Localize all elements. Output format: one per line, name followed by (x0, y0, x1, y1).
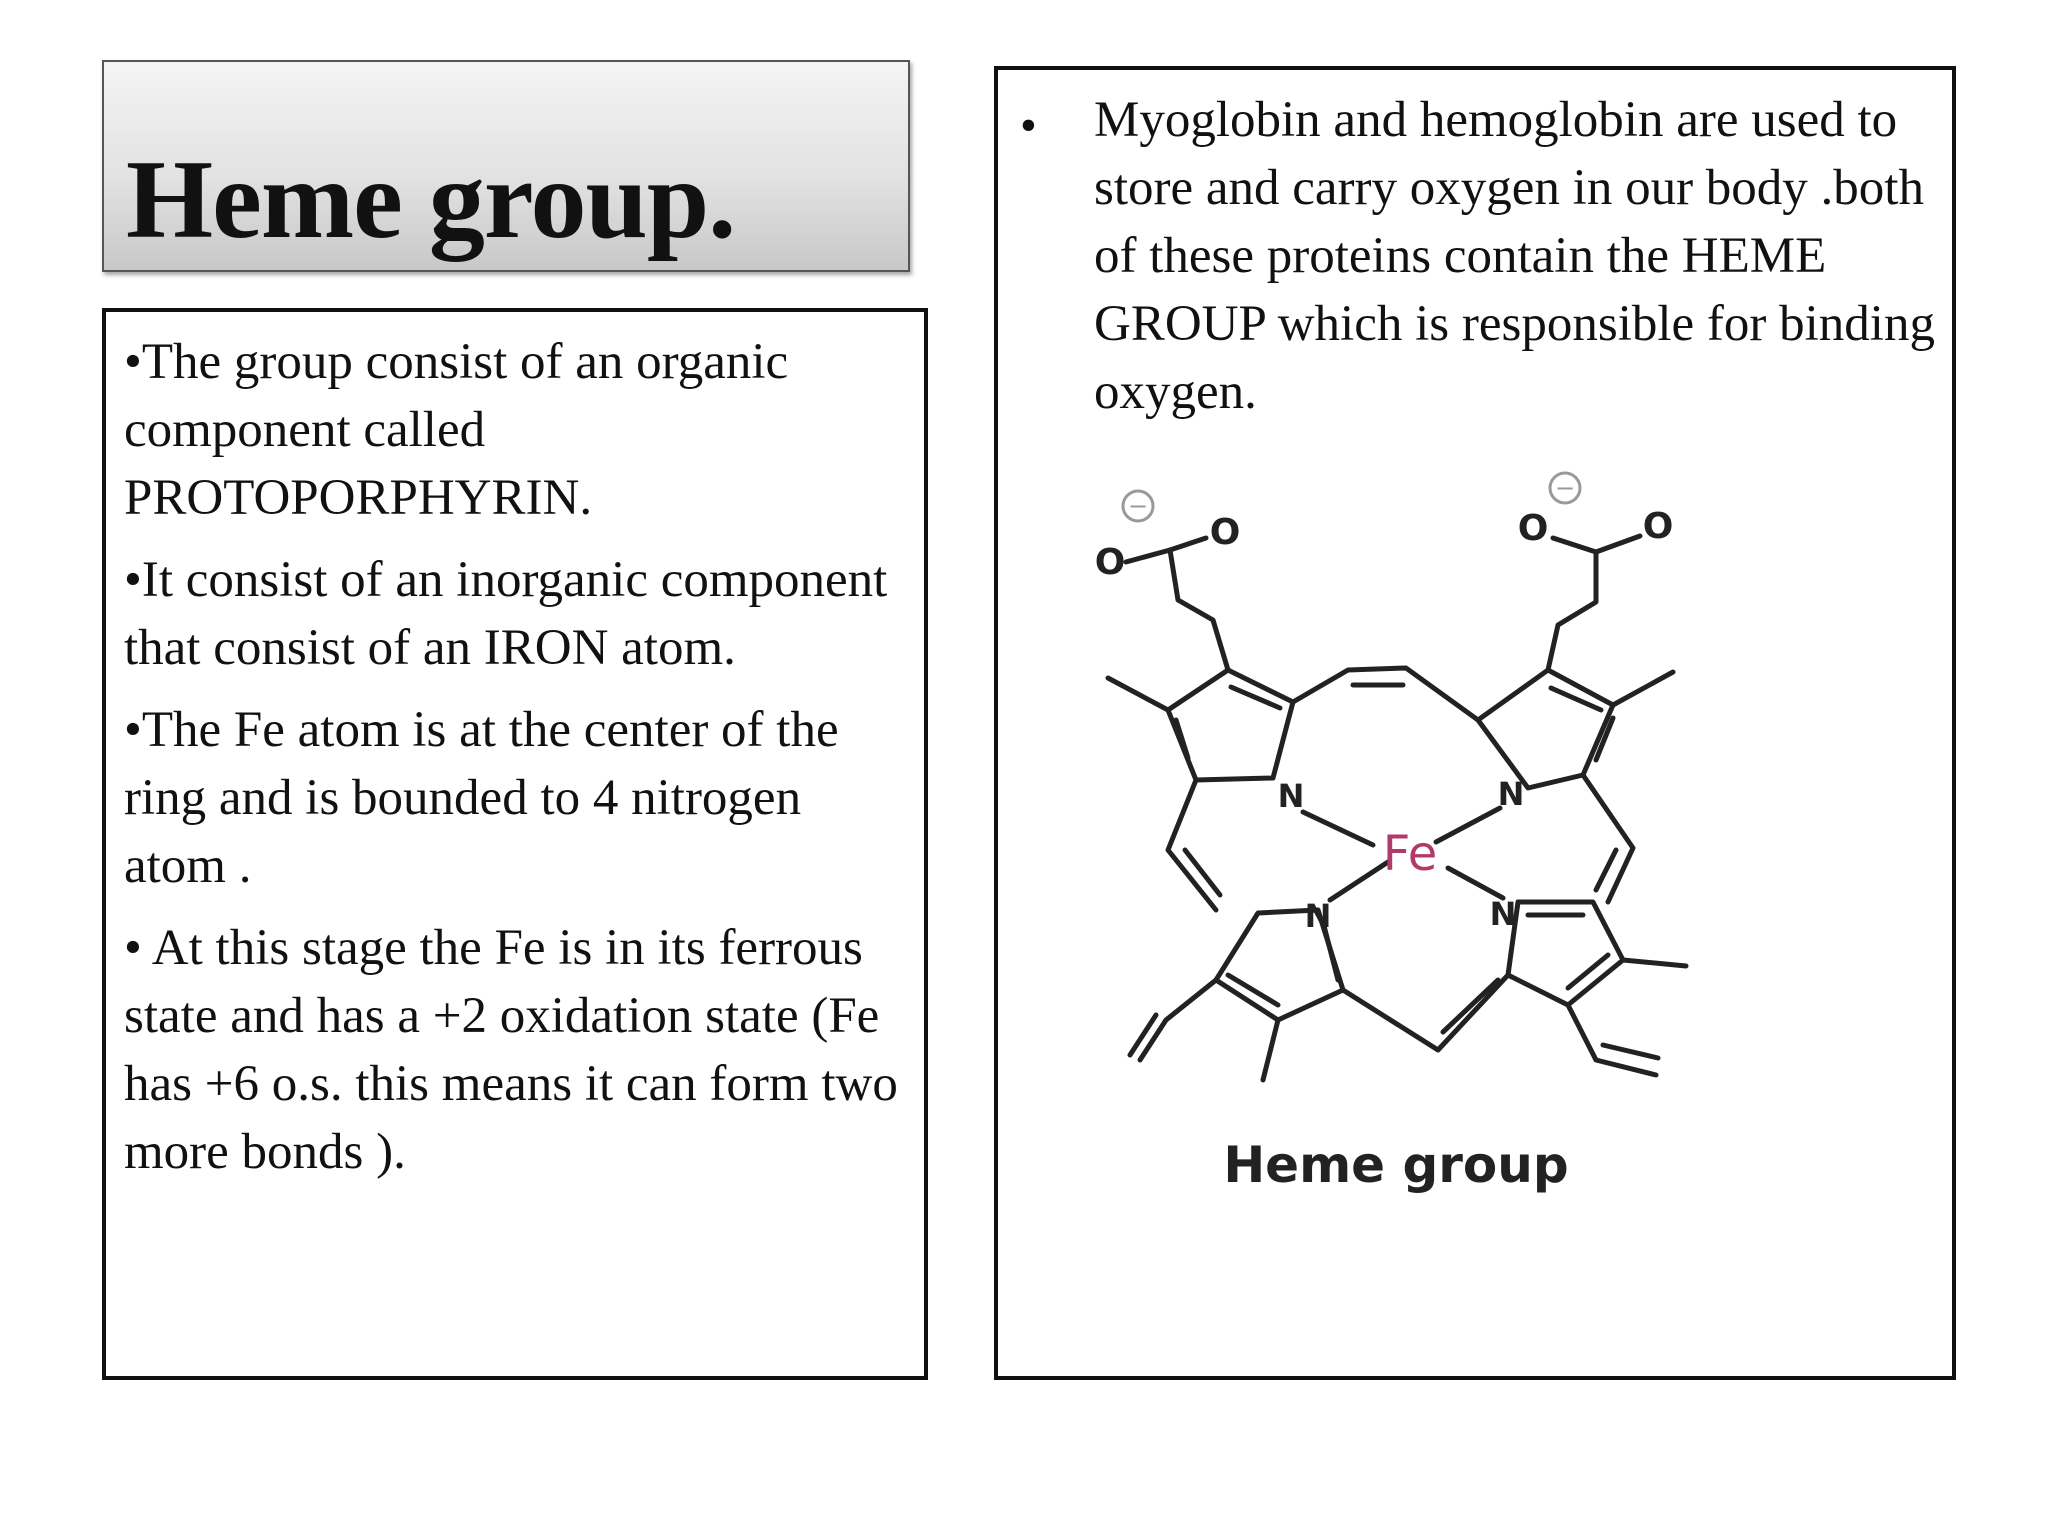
diagram-caption: Heme group (1223, 1136, 1569, 1194)
paragraph-protoporphyrin: •The group consist of an organic component called PROTOPORPHYRIN. (124, 334, 789, 526)
title-box (102, 60, 910, 272)
oxygen-label-3: O (1517, 508, 1549, 549)
nitrogen-label-1: N (1277, 777, 1305, 815)
paragraph-oxidation-state: • At this stage the Fe is in its ferrous state and has a +2 oxidation state (Fe has +6 o.s. this means it can form two more bonds ). (124, 920, 898, 1180)
left-text-panel (102, 308, 928, 1380)
paragraph-fe-center: •The Fe atom is at the center of the ring and is bounded to 4 nitrogen atom . (124, 702, 839, 894)
oxygen-label-1: O (1094, 542, 1126, 583)
nitrogen-label-4: N (1489, 895, 1517, 933)
right-paragraph: Myoglobin and hemoglobin are used to store and carry oxygen in our body .both of these proteins contain the HEME GROUP which is responsible for binding oxygen. (1094, 92, 1935, 420)
oxygen-label-2: O (1209, 512, 1241, 553)
heme-bonds (1108, 536, 1686, 1080)
charge-circles (1123, 473, 1580, 521)
charge-symbol-right: − (1554, 474, 1576, 502)
nitrogen-label-3: N (1304, 897, 1332, 935)
iron-atom-label: Fe (1382, 826, 1438, 882)
heme-structure-diagram (1048, 470, 1908, 1330)
paragraph-iron-atom: •It consist of an inorganic component that consist of an IRON atom. (124, 552, 888, 676)
heme-structure-svg (1048, 470, 1908, 1330)
oxygen-label-4: O (1642, 506, 1674, 547)
nitrogen-label-2: N (1497, 775, 1525, 813)
bullet-marker: • (1020, 99, 1037, 152)
right-panel (994, 66, 1956, 1380)
slide-title: Heme group. (126, 138, 736, 262)
charge-symbol-left: − (1127, 492, 1149, 520)
